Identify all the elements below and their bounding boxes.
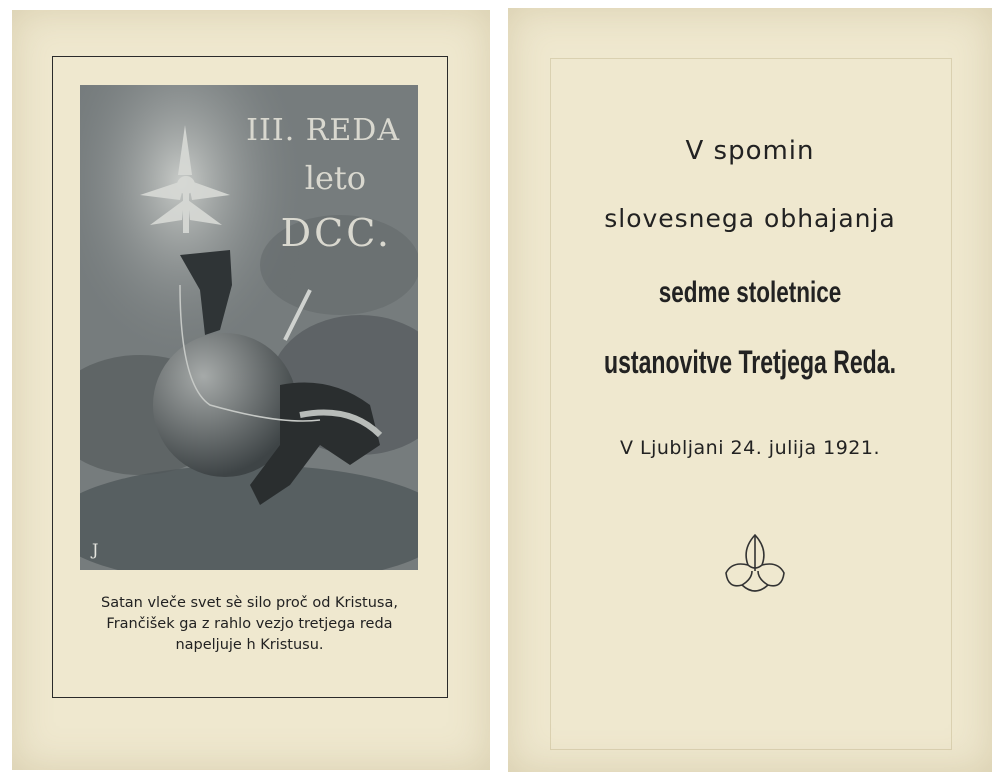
image-title-line-2: leto: [304, 159, 366, 197]
memorial-line-3: sedme stoletnice: [658, 276, 842, 309]
memorial-line-1: V spomin: [685, 136, 815, 166]
svg-text:J: J: [92, 540, 99, 559]
memorial-line-2: slovesnega obhajanja: [604, 204, 896, 233]
memorial-line-4: ustanovitve Tretjega Reda.: [604, 344, 896, 380]
image-caption: Satan vleče svet sè silo proč od Kristusa, Frančišek ga z rahlo vezjo tretjega reda napeljuje h Kristusu.: [101, 595, 398, 653]
image-title-line-3: DCC.: [280, 211, 392, 255]
holy-card-front: [12, 10, 490, 770]
memorial-place-date: V Ljubljani 24. julija 1921.: [619, 437, 881, 459]
illustration-artwork: [80, 85, 418, 570]
franciscan-trefoil-icon: [722, 531, 788, 603]
illustration-satan-and-francis: [80, 85, 418, 570]
image-title-line-1: III. REDA: [246, 113, 400, 148]
holy-card-back: [508, 8, 992, 772]
